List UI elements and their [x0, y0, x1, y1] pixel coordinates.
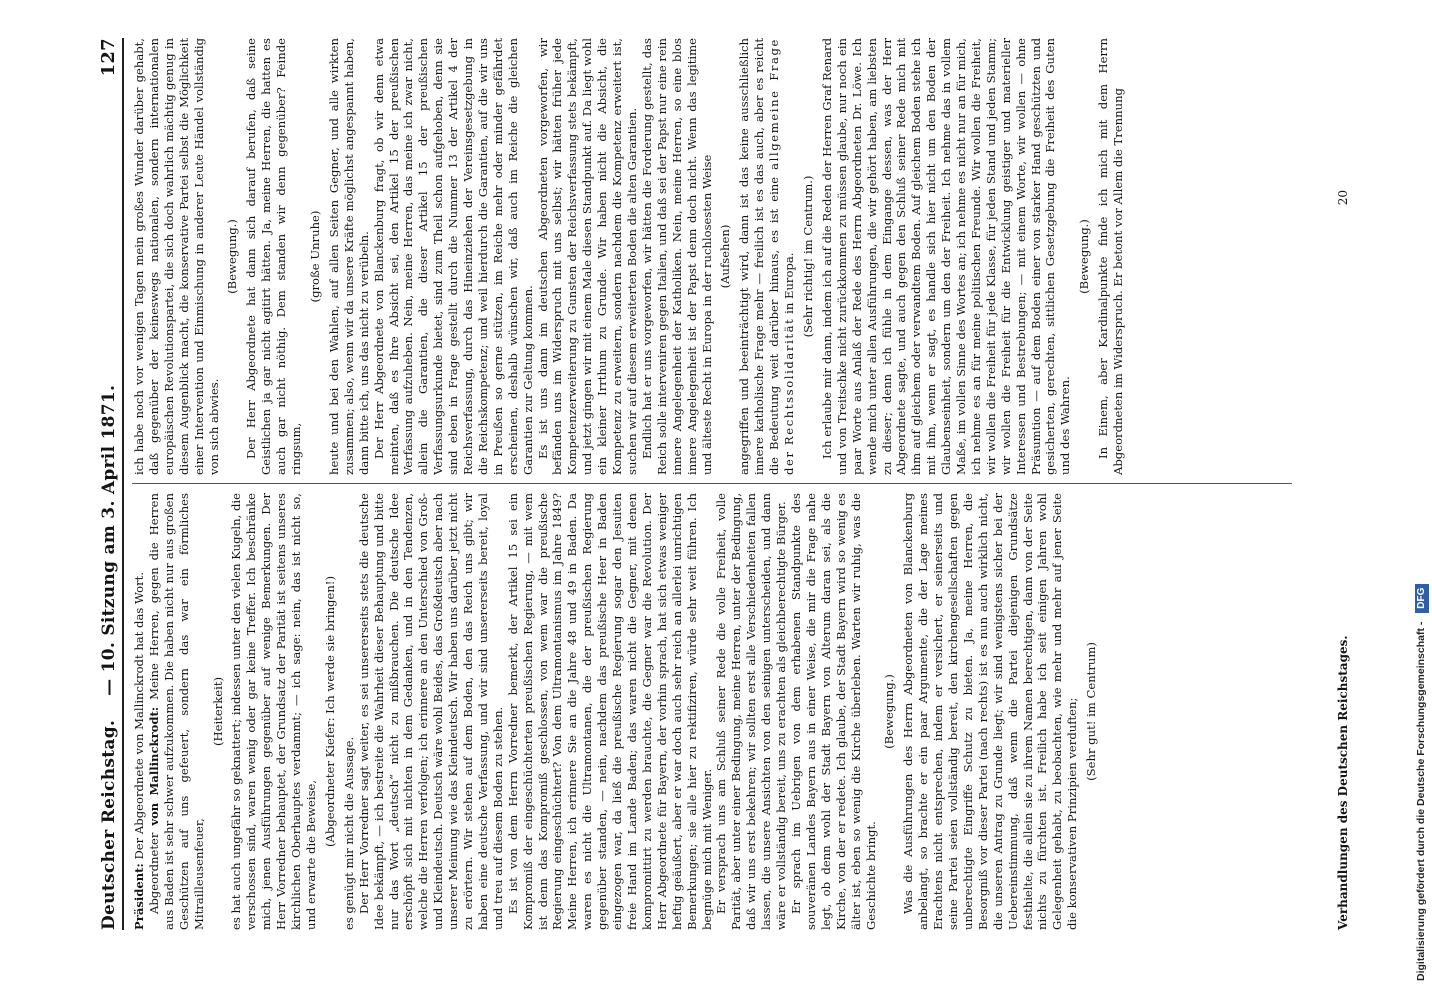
paragraph: Es ist uns dann im deutschen Abgeordneten vorgeworfen, wir befänden uns im Widerspruch mit uns selbst; wir hätten früher jede Kompetenzerweiterung zu Gunsten der Reichsverfassung stets bekämpft, und jetzt gingen wir mit einem Male diesen Standpunkt auf. Da liegt wohl ein kleiner Irrthum zu Grunde. Wir haben nicht die Absicht, die Kompetenz zu erweitern, sondern nachdem die Kompetenz erweitert ist, suchen wir auf diesem erweiterten Boden die alten Garantien.	[535, 38, 639, 475]
interjection: (Heiterkeit)	[210, 676, 225, 747]
dfg-logo: DFG	[1415, 584, 1429, 613]
interjection: (Bewegung.)	[225, 219, 240, 294]
paragraph: Der Herr Abgeordnete von Blanckenburg fragt, ob wir denn etwa meinten, daß es Ihre Absicht sei, den Artikel 15 der preußischen Verfassung aufzuheben. Nein, meine Herren, das meine ich zwar nicht, allein die Garantien, die dieser Artikel 15 der preußischen Verfassungsurkunde bietet, sind zum Theil schon aufgehoben, denn sie sind eben in Frage gestellt durch die Nummer 13 der Artikel 4 der Reichsverfassung, durch das Hineinziehen der Vereinsgesetzgebung in die Reichskompetenz; und weil hierdurch die Garantien, auf die wir uns in Preußen so gerne stützen, im Reiche mehr oder minder gefährdet erscheinen, deshalb wünschen wir, daß auch im Reiche die gleichen Garantien zur Geltung kommen.	[371, 38, 535, 475]
left-column	[132, 493, 1292, 930]
paragraph: heute und bei den Wahlen, auf allen Seiten Gegner, und alle wirkten zusammen; also, wenn wir da unsere Kräfte möglichst angespannt haben, dann bitte ich, uns das nicht zu verübeln.	[326, 38, 371, 475]
paragraph: Was die Ausführungen des Herrn Abgeordneten von Blanckenburg anbelangt, so brachte er ein paar Argumente, die der Lage meines Erachtens nicht entsprechen, indem er versichert, er seinerseits und seine Partei seien vollständig bereit, den kirchengesellschaften gegen unberechtigte Eingriffe Schutz zu bieten. Ja, meine Herren, die Besorgniß vor dieser Partei (nach rechts) ist es nun auch wirklich nicht, die unseren Antrag zu Grunde liegt; wir sind wenigstens sicher bei der Uebereinstimmung, daß wenn die Partei diejenigen Grundsätze festhielte, die allein sie zu ihrem Namen berechtigen, dann von der Seite nichts zu fürchten ist. Freilich habe ich seit einigen Jahren wohl Gelegenheit gehabt, zu beobachten, wie mehr und mehr auf jener Seite die konservativen Prinzipien verduften;	[901, 493, 1080, 930]
paragraph: Ich erlaube mir dann, indem ich auf die Reden der Herren Graf Renard und von Treitschke nicht zurückkommen zu müssen glaube, nur noch ein paar Worte aus Anlaß der Rede des Herrn Abgeordneten Dr. Löwe. Ich wende mich unter allen Ausführungen, die wir gehört haben, am liebsten zu dieser; denn ich fühle in dem Eingange dessen, was der Herr Abgeordnete sagte, und auch gegen den Schluß seiner Rede mich mit ihm auf gleichem oder verwandtem Boden. Auf gleichem Boden stehe ich mit ihm, wenn er sagt, es handle sich hier nicht um den Boden der Glaubenseinheit, sondern um den der Freiheit. Ich nehme das in vollem Maße, im vollen Sinne des Wortes an; ich nehme es nicht nur an für mich, ich nehme es an für meine politischen Freunde. Wir wollen die Freiheit, wir wollen die Freiheit für jede Klasse, für jeden Stand und jeden Stamm; wir wollen die Freiheit für die Entwicklung geistiger und materieller Interessen und Bestrebungen; — mit einem Worte, wir wollen — ohne Präsumtion — auf dem Boden einer von starker Hand geschützten und gesicherten, gerechten, sittlichen Gesetzgebung die Freiheit des Guten und des Wahren.	[819, 38, 1073, 475]
interjection: (Bewegung.)	[1077, 219, 1092, 294]
paragraph: Der Herr Abgeordnete hat dann sich darauf berufen, daß seine Geistlichen ja gar nicht agitirt hätten. Ja, meine Herren, die hatten es auch gar nicht nöthig. Dem standen wir denn gegenüber? Feinde ringsum,	[244, 38, 304, 475]
paragraph: Endlich hat er uns vorgeworfen, wir hätten die Forderung gestellt, das Reich solle interveniren gegen Italien, und daß sei der Papst nur eine rein innere Angelegenheit der Katholiken. Nein, meine Herren, so eine blos innere Angelegenheit ist der Papst denn doch nicht. Wenn das legitime und älteste Recht in Europa in der ruchlosesten Weise	[639, 38, 714, 475]
paragraph: angegriffen und beeinträchtigt wird, dann ist das keine ausschließlich innere katholische Frage mehr — freilich ist es das auch, aber es reicht die Bedeutung weit darüber hinaus, es ist eine allgemeine Frage der Rechtssolidarität in Europa.	[737, 38, 797, 475]
paragraph: ich habe noch vor wenigen Tagen mein großes Wunder darüber gehabt, daß gegenüber der keineswegs nationalen, sondern internationalen europäischen Revolutionspartei, die sich doch wahrlich mächtig genug in diesem Augenblick macht, die konservative Partei selbst die Möglichkeit einer Intervention und Einmischung in anderer Leute Händel vollständig von sich abwies.	[132, 38, 221, 475]
column-divider	[132, 483, 1292, 484]
rotated-page	[40, 0, 1380, 1000]
interjection: (große Unruhe)	[307, 210, 322, 303]
footer-publication: Verhandlungen des Deutschen Reichstages.	[1336, 635, 1350, 930]
paragraph: Der Herr Vorredner sagt weiter, es sei unsererseits stets die deutsche Idee bekämpft, — ich bestreite die Wahrheit dieser Behauptung und bitte nur das Wort „deutsch“ nicht zu mißbrauchen. Die deutsche Idee erschöpft sich mit nichten in dem Gedanken, und in den Tendenzen, welche die Herren verfolgen; ich erinnere an den Unterschied von Groß- und Kleindeutsch. Deutsch wäre wohl Beides, das Großdeutsch aber nach unserer Meinung wie das Kleindeutsch. Wir haben uns darüber jetzt nicht zu erörtern. Wir stehen auf dem Boden, den das Reich uns gibt; wir haben eine deutsche Verfassung, und wir sind unsererseits bereit, loyal und treu auf diesem Boden zu stehen.	[356, 493, 505, 930]
interjection: (Abgeordneter Kiefer: Ich werde sie bringen!)	[322, 576, 337, 847]
paragraph: Abgeordneter von Mallinckrodt: Meine Herren, gegen die Herren aus Baden ist sehr schwer aufzukommen. Die haben nicht nur aus großen Geschützen auf uns gefeuert, sondern das war ein förmliches Mitrailleusenfeuer,	[146, 493, 206, 930]
paragraph: In Einem, aber Kardinalpunkte finde ich mich mit dem Herrn Abgeordneten im Widerspruch. Er betont vor Allem die Trennung	[1096, 38, 1126, 475]
page-number: 127	[98, 38, 119, 77]
paragraph: Präsident: Der Abgeordnete von Mallinckrodt hat das Wort.	[132, 571, 146, 930]
header-session: — 10. Sitzung am 3. April 1871.	[99, 384, 119, 696]
interjection: (Sehr richtig! im Centrum.)	[800, 175, 815, 338]
paragraph: Er versprach uns am Schluß seiner Rede die volle Freiheit, volle Parität, aber unter einer Bedingung, meine Herren, unter der Bedingung, daß wir uns erst bekehren; wir sollten erst alle Verschiedenheiten fallen lassen, die unsere Ansichten von den seinigen unterscheiden, und dann wäre er vollständig bereit, uns zu erachten als gleichberechtigte Bürger.	[714, 493, 789, 930]
header-title: Deutscher Reichstag.	[99, 719, 119, 930]
page-header	[98, 38, 124, 930]
paragraph: es hat auch ungefähr so geknattert; indessen unter den vielen Kugeln, die verschossen sind, waren wenig oder gar keine Treffer. Ich beschränke mich, jenen Ausführungen gegenüber auf wenige Bemerkungen. Der Herr Vorredner behauptet, der Grundsatz der Parität ist seitens unseres kirchlichen Oberhauptes verdammt; — ich sage: nein, das ist nicht so, und erwarte die Beweise,	[229, 493, 318, 930]
paragraph: es genügt mir nicht die Aussage.	[341, 736, 356, 930]
dfg-credit-text: Digitalisierung gefördert durch die Deutsche Forschungsgemeinschaft -	[1415, 621, 1427, 981]
dfg-side-label	[1414, 26, 1428, 981]
text-columns	[132, 38, 1292, 930]
right-column	[132, 38, 1292, 475]
interjection: (Aufsehen)	[718, 224, 733, 289]
interjection: (Sehr gut! im Centrum)	[1084, 642, 1099, 781]
footer-signature-number: 20	[1336, 190, 1350, 206]
paragraph: Es ist von dem Herrn Vorredner bemerkt, der Artikel 15 sei ein Kompromiß der eingeschüchterten preußischen Regierung, — mit wem ist denn das Kompromiß geschlossen, von wem war die preußische Regierung eingeschüchtert? Von dem Ultramontanismus im Jahre 1849? Meine Herren, ich erinnere Sie an die Jahre 48 und 49 in Baden. Da waren es nicht die Ultramontanen, die der preußischen Regierung gegenüber standen, — nein, nachdem das preußische Heer in Baden eingezogen war, da ließ die preußische Regierung sogar den Jesuiten freie Hand im Lande Baden; das waren nicht die Gegner, mit denen kompromittirt zu werden brauchte, die Gegner war die Revolution. Der Herr Abgeordnete für Bayern, der vorhin sprach, hat sich etwas weniger heftig geäußert, aber er war doch auch sehr reich an allerlei unrichtigen Bemerkungen; sie alle hier zu rektifiziren, würde sehr weit führen. Ich begnüge mich mit Weniger.	[505, 493, 714, 930]
dfg-text-line	[1414, 26, 1428, 981]
paragraph: Er sprach im Uebrigen von dem erhabenen Standpunkte des souveränen Landes Bayern aus in einer Weise, die mir die Frage nahe legt, ob denn wohl der Stadt Bayern von Alterum daran sei, als die Kirche, von der er redete. Ich glaube, der Stadt Bayern wird so wenig es älter ist, eben so wenig die Kirche überleben. Warten wir ruhig, was die Geschichte bringt.	[788, 493, 878, 930]
interjection: (Bewegung.)	[882, 674, 897, 749]
